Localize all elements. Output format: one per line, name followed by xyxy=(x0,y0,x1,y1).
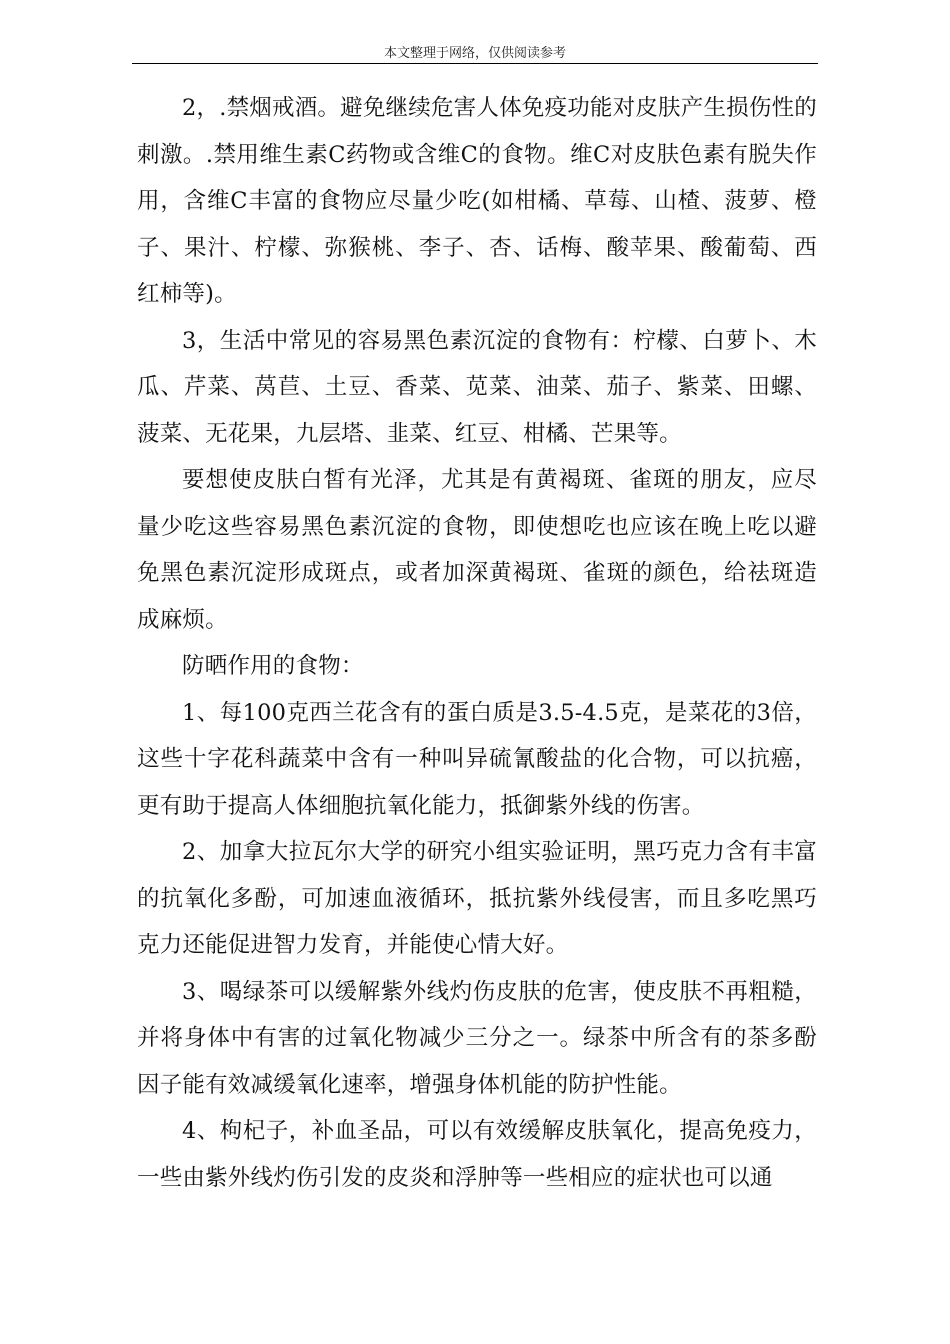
paragraph: 2，.禁烟戒酒。避免继续危害人体免疫功能对皮肤产生损伤性的刺激。.禁用维生素C药物或含维C的食物。维C对皮肤色素有脱失作用，含维C丰富的食物应尽量少吃(如柑橘、草莓、山楂、菠萝、橙子、果汁、柠檬、弥猴桃、李子、杏、话梅、酸苹果、酸葡萄、西红柿等)。 xyxy=(137,95,817,307)
document-body xyxy=(137,85,817,1201)
paragraph: 要想使皮肤白皙有光泽，尤其是有黄褐斑、雀斑的朋友，应尽量少吃这些容易黑色素沉淀的食物，即使想吃也应该在晚上吃以避免黑色素沉淀形成斑点，或者加深黄褐斑、雀斑的颜色，给祛斑造成麻烦。 xyxy=(137,467,817,633)
section-heading: 防晒作用的食物： xyxy=(182,653,364,679)
paragraph: 2、加拿大拉瓦尔大学的研究小组实验证明，黑巧克力含有丰富的抗氧化多酚，可加速血液循环，抵抗紫外线侵害，而且多吃黑巧克力还能促进智力发育，并能使心情大好。 xyxy=(137,839,817,958)
paragraph: 4、枸杞子，补血圣品，可以有效缓解皮肤氧化，提高免疫力，一些由紫外线灼伤引发的皮炎和浮肿等一些相应的症状也可以通 xyxy=(137,1118,817,1191)
paragraph: 3、喝绿茶可以缓解紫外线灼伤皮肤的危害，使皮肤不再粗糙，并将身体中有害的过氧化物减少三分之一。绿茶中所含有的茶多酚因子能有效减缓氧化速率，增强身体机能的防护性能。 xyxy=(137,978,817,1098)
page-header: 本文整理于网络，仅供阅读参考 xyxy=(383,46,566,61)
paragraph: 3，生活中常见的容易黑色素沉淀的食物有：柠檬、白萝卜、木瓜、芹菜、莴苣、土豆、香菜、苋菜、油菜、茄子、紫菜、田螺、菠菜、无花果，九层塔、韭菜、红豆、柑橘、芒果等。 xyxy=(137,327,817,447)
paragraph: 1、每100克西兰花含有的蛋白质是3.5-4.5克，是菜花的3倍，这些十字花科蔬菜中含有一种叫异硫氰酸盐的化合物，可以抗癌，更有助于提高人体细胞抗氧化能力，抵御紫外线的伤害。 xyxy=(137,699,817,819)
header-divider xyxy=(132,63,818,64)
